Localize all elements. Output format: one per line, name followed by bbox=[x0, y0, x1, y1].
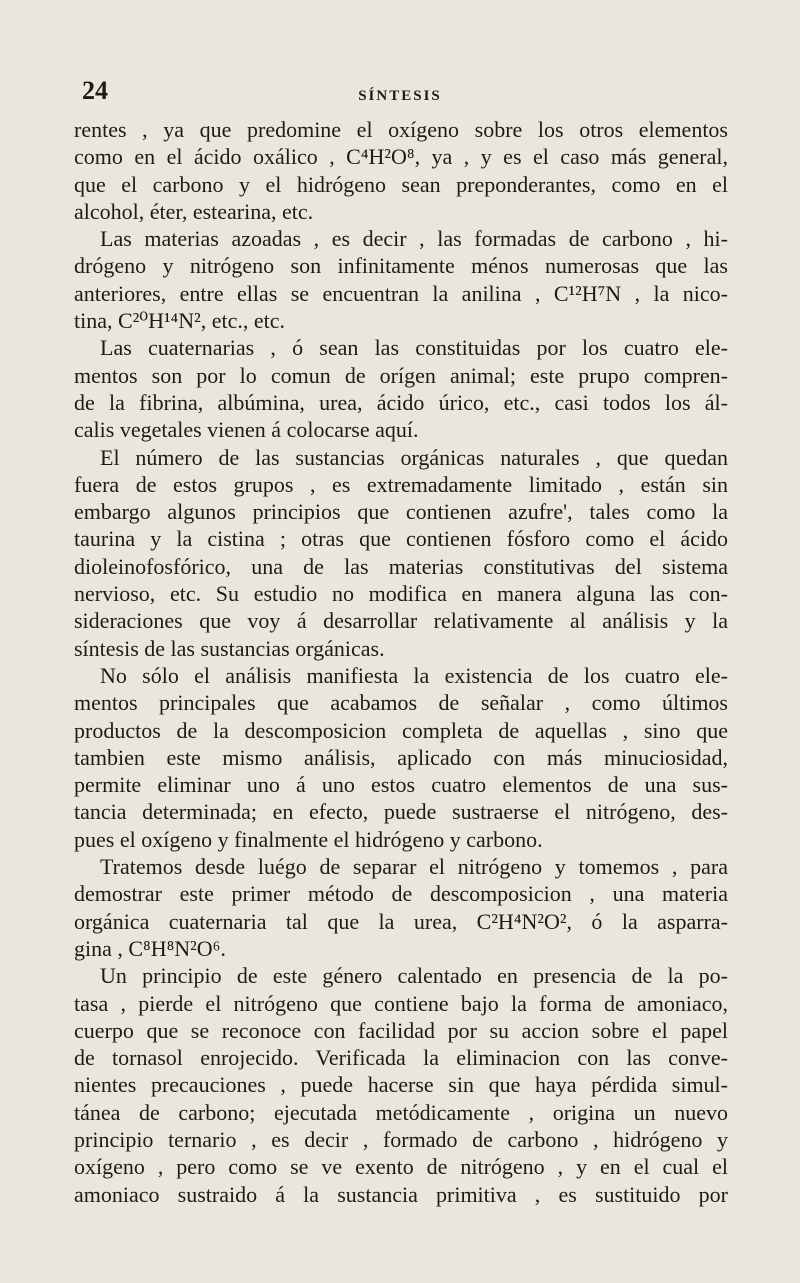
text-line: permite eliminar uno á uno estos cuatro elementos de una sus- bbox=[74, 772, 728, 798]
text-line: Un principio de este género calentado en presencia de la po- bbox=[100, 963, 728, 989]
text-line: amoniaco sustraido á la sustancia primitiva , es sustituido por bbox=[74, 1181, 728, 1207]
text-line: tancia determinada; en efecto, puede sustraerse el nitrógeno, des- bbox=[74, 799, 728, 825]
text-line: principio ternario , es decir , formado de carbono , hidrógeno y bbox=[74, 1126, 728, 1152]
text-line: taurina y la cistina ; otras que contienen fósforo como el ácido bbox=[74, 526, 728, 552]
text-line: rentes , ya que predomine el oxígeno sobre los otros elementos bbox=[74, 117, 728, 142]
running-title: SÍNTESIS bbox=[358, 88, 442, 104]
text-line: oxígeno , pero como se ve exento de nitrógeno , y en el cual el bbox=[74, 1154, 728, 1180]
text-line: tasa , pierde el nitrógeno que contiene bajo la forma de amoniaco, bbox=[74, 990, 728, 1016]
text-line: tina, C²⁰H¹⁴N², etc., etc. bbox=[74, 308, 285, 334]
text-line: drógeno y nitrógeno son infinitamente ménos numerosas que las bbox=[74, 253, 728, 279]
page-header bbox=[0, 76, 800, 116]
text-line: tánea de carbono; ejecutada metódicamente , origina un nuevo bbox=[74, 1099, 728, 1125]
text-line: cuerpo que se reconoce con facilidad por su accion sobre el papel bbox=[74, 1017, 728, 1043]
text-line: gina , C⁸H⁸N²O⁶. bbox=[74, 935, 226, 961]
body-text bbox=[74, 116, 728, 1208]
text-line: alcohol, éter, estearina, etc. bbox=[74, 198, 314, 224]
text-line: nientes precauciones , puede hacerse sin que haya pérdida simul- bbox=[74, 1072, 728, 1098]
text-line: de la fibrina, albúmina, urea, ácido úrico, etc., casi todos los ál- bbox=[74, 389, 728, 415]
text-line: nervioso, etc. Su estudio no modifica en manera alguna las con- bbox=[74, 581, 728, 607]
text-line: síntesis de las sustancias orgánicas. bbox=[74, 635, 385, 661]
text-line: No sólo el análisis manifiesta la existencia de los cuatro ele- bbox=[100, 662, 728, 688]
text-line: orgánica cuaternaria tal que la urea, C²H⁴N²O², ó la asparra- bbox=[74, 908, 728, 934]
text-line: calis vegetales vienen á colocarse aquí. bbox=[74, 417, 419, 443]
text-line: El número de las sustancias orgánicas naturales , que quedan bbox=[100, 444, 728, 470]
text-line: de tornasol enrojecido. Verificada la eliminacion con las conve- bbox=[74, 1045, 728, 1071]
text-line: demostrar este primer método de descomposicion , una materia bbox=[74, 881, 728, 907]
page-number: 24 bbox=[82, 76, 108, 105]
text-line: productos de la descomposicion completa de aquellas , sino que bbox=[74, 717, 728, 743]
text-line: dioleinofosfórico, una de las materias constitutivas del sistema bbox=[74, 553, 728, 579]
text-line: sideraciones que voy á desarrollar relativamente al análisis y la bbox=[74, 608, 728, 634]
text-line: como en el ácido oxálico , C⁴H²O⁸, ya , y es el caso más general, bbox=[74, 144, 728, 170]
text-line: mentos son por lo comun de orígen animal; este prupo compren- bbox=[74, 362, 728, 388]
text-line: anteriores, entre ellas se encuentran la anilina , C¹²H⁷N , la nico- bbox=[74, 280, 728, 306]
text-line: embargo algunos principios que contienen azufre', tales como la bbox=[74, 499, 728, 525]
text-line: que el carbono y el hidrógeno sean preponderantes, como en el bbox=[74, 171, 728, 197]
text-line: Las cuaternarias , ó sean las constituidas por los cuatro ele- bbox=[100, 335, 728, 361]
text-line: tambien este mismo análisis, aplicado con más minuciosidad, bbox=[74, 744, 728, 770]
text-line: Tratemos desde luégo de separar el nitrógeno y tomemos , para bbox=[100, 854, 728, 880]
text-line: fuera de estos grupos , es extremadamente limitado , están sin bbox=[74, 471, 728, 497]
text-line: pues el oxígeno y finalmente el hidrógeno y carbono. bbox=[74, 826, 543, 852]
text-line: mentos principales que acabamos de señalar , como últimos bbox=[74, 690, 728, 716]
text-line: Las materias azoadas , es decir , las formadas de carbono , hi- bbox=[100, 226, 728, 252]
